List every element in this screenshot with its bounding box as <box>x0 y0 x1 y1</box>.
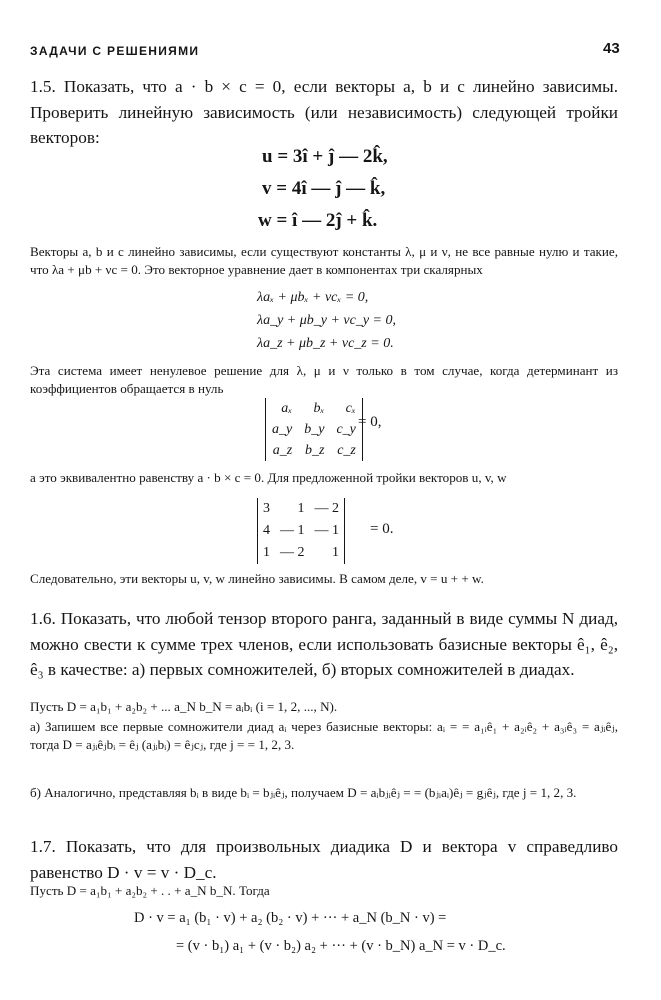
det2-row <box>258 520 344 542</box>
det1-row <box>266 440 362 461</box>
equation-component-x: λaₓ + μbₓ + νcₓ = 0, <box>257 290 369 305</box>
page-number: 43 <box>603 40 620 57</box>
det2-cell: — 1 <box>314 523 339 538</box>
determinant-equals-zero: = 0, <box>358 414 382 430</box>
det1-cell: b_z <box>304 442 325 458</box>
determinant-numeric-equals-zero: = 0. <box>370 521 394 537</box>
equation-w: w = î — 2ĵ + k̂. <box>258 210 378 231</box>
det2-cell: 1 <box>263 545 270 560</box>
det1-cell: aₓ <box>281 400 293 416</box>
running-header: ЗАДАЧИ С РЕШЕНИЯМИ <box>30 44 200 58</box>
det1-cell: c_z <box>337 442 356 458</box>
det1-cell: a_y <box>272 421 293 437</box>
problem-1-5-statement: 1.5. Показать, что a · b × c = 0, если векторы a, b и c линейно зависимы. Проверить линейную зависимость (или независимость) следующей тройки векторов: <box>30 77 618 147</box>
det2-row <box>258 498 344 520</box>
det1-cell: cₓ <box>345 400 356 416</box>
problem-1-6-part-a: а) Запишем все первые сомножители диад aᵢ через базисные векторы: aᵢ = = a₁ᵢê₁ + a₂ᵢê₂ + a₃ᵢê₃ = aⱼᵢêⱼ, тогда D = aⱼᵢêⱼbᵢ = êⱼ (aⱼᵢbᵢ) = êⱼcⱼ, где j = = 1, 2, 3. <box>30 719 618 752</box>
det1-cell: a_z <box>272 442 293 458</box>
equation-component-z: λa_z + μb_z + νc_z = 0. <box>257 336 394 351</box>
det2-cell: 1 <box>332 545 339 560</box>
problem-1-7-intro: Пусть D = a₁b₁ + a₂b₂ + . . + a_N b_N. Тогда <box>30 883 270 898</box>
det2-cell: — 2 <box>280 545 305 560</box>
det1-row <box>266 419 362 440</box>
equation-v: v = 4î — ĵ — k̂, <box>262 178 386 199</box>
problem-1-6-statement: 1.6. Показать, что любой тензор второго ранга, заданный в виде суммы N диад, можно свести к сумме трех членов, если использовать базисные векторы ê₁, ê₂, ê₃ в качестве: а) первых сомножителей, б) вторых сомножителей в диадах. <box>30 609 618 679</box>
det2-cell: — 1 <box>280 523 305 538</box>
problem-1-5-conclusion: Следовательно, эти векторы u, v, w линейно зависимы. В самом деле, v = u + + w. <box>30 571 484 586</box>
equation-u: u = 3î + ĵ — 2k̂, <box>262 146 388 167</box>
equation-dyadic-product-line1: D · v = a₁ (b₁ · v) + a₂ (b₂ · v) + ··· + a_N (b_N · v) = <box>134 910 447 926</box>
equation-dyadic-product-line2: = (v · b₁) a₁ + (v · b₂) a₂ + ··· + (v · b_N) a_N = v · D_c. <box>176 938 506 954</box>
problem-1-6-intro: Пусть D = a₁b₁ + a₂b₂ + ... a_N b_N = aᵢbᵢ (i = 1, 2, ..., N). <box>30 699 338 714</box>
det2-row <box>258 542 344 564</box>
problem-1-5-solution-p3: а это эквивалентно равенству a · b × c = 0. Для предложенной тройки векторов u, v, w <box>30 470 507 485</box>
det1-cell: b_y <box>304 421 325 437</box>
det1-row <box>266 398 362 419</box>
det1-cell: bₓ <box>313 400 325 416</box>
equation-component-y: λa_y + μb_y + νc_y = 0, <box>257 313 397 328</box>
det2-cell: — 2 <box>314 501 339 516</box>
det1-cell: c_y <box>336 421 356 437</box>
determinant-numeric <box>257 498 345 564</box>
problem-1-5-solution-p1: Векторы a, b и c линейно зависимы, если существуют константы λ, μ и ν, не все равные нулю и такие, что λa + μb + νc = 0. Это векторное уравнение дает в компонентах три скалярных <box>30 244 618 277</box>
det2-cell: 3 <box>263 501 270 516</box>
problem-1-6-part-b: б) Аналогично, представляя bᵢ в виде bᵢ = bⱼᵢêⱼ, получаем D = aᵢbⱼᵢêⱼ = = (bⱼᵢaᵢ)êⱼ = gⱼêⱼ, где j = 1, 2, 3. <box>30 785 577 800</box>
problem-1-5-solution-p2: Эта система имеет ненулевое решение для λ, μ и ν только в том случае, когда детерминант из коэффициентов обращается в нуль <box>30 363 618 396</box>
problem-1-7-statement: 1.7. Показать, что для произвольных диадика D и вектора v справедливо равенство D · v = v · D_c. <box>30 837 618 882</box>
det2-cell: 1 <box>297 501 305 516</box>
determinant-coefficients <box>265 398 363 461</box>
det2-cell: 4 <box>263 523 270 538</box>
